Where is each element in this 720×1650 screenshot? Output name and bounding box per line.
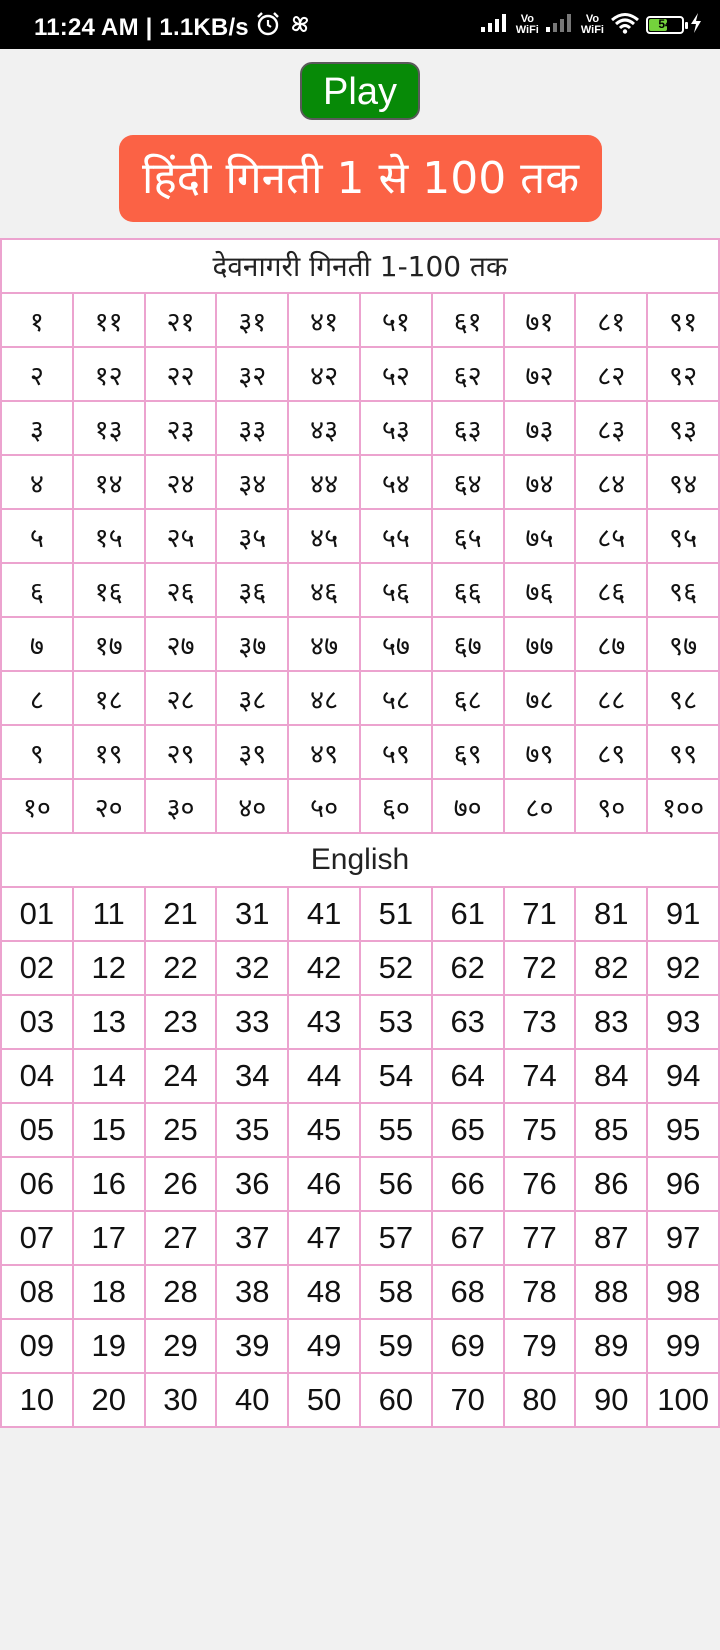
- english-number-cell: 15: [73, 1103, 145, 1157]
- english-number-cell: 23: [145, 995, 217, 1049]
- english-number-cell: 84: [575, 1049, 647, 1103]
- devanagari-number-cell: ३९: [216, 725, 288, 779]
- devanagari-number-cell: ४०: [216, 779, 288, 833]
- english-number-cell: 48: [288, 1265, 360, 1319]
- english-number-cell: 59: [360, 1319, 432, 1373]
- devanagari-number-cell: ५३: [360, 401, 432, 455]
- english-number-cell: 05: [1, 1103, 73, 1157]
- english-number-cell: 14: [73, 1049, 145, 1103]
- devanagari-number-row: [1, 617, 719, 671]
- devanagari-number-cell: ८६: [575, 563, 647, 617]
- english-number-cell: 47: [288, 1211, 360, 1265]
- english-number-cell: 26: [145, 1157, 217, 1211]
- devanagari-number-cell: ७७: [504, 617, 576, 671]
- english-number-cell: 70: [432, 1373, 504, 1427]
- english-number-cell: 82: [575, 941, 647, 995]
- english-number-cell: 19: [73, 1319, 145, 1373]
- devanagari-number-cell: २४: [145, 455, 217, 509]
- english-number-cell: 92: [647, 941, 719, 995]
- devanagari-number-cell: ५: [1, 509, 73, 563]
- status-left: [34, 11, 313, 44]
- devanagari-number-cell: ४८: [288, 671, 360, 725]
- devanagari-number-cell: ४१: [288, 293, 360, 347]
- devanagari-number-cell: २: [1, 347, 73, 401]
- devanagari-number-cell: ८८: [575, 671, 647, 725]
- english-number-cell: 30: [145, 1373, 217, 1427]
- devanagari-number-cell: ५८: [360, 671, 432, 725]
- english-number-cell: 56: [360, 1157, 432, 1211]
- devanagari-number-cell: ७९: [504, 725, 576, 779]
- english-number-cell: 74: [504, 1049, 576, 1103]
- english-number-cell: 28: [145, 1265, 217, 1319]
- charging-icon: [690, 13, 702, 38]
- devanagari-number-cell: ५६: [360, 563, 432, 617]
- english-number-cell: 36: [216, 1157, 288, 1211]
- english-number-cell: 69: [432, 1319, 504, 1373]
- english-number-cell: 29: [145, 1319, 217, 1373]
- signal-icon: [480, 13, 510, 38]
- devanagari-number-cell: ४२: [288, 347, 360, 401]
- devanagari-number-cell: २७: [145, 617, 217, 671]
- devanagari-number-cell: ८०: [504, 779, 576, 833]
- english-number-cell: 42: [288, 941, 360, 995]
- devanagari-number-cell: ६६: [432, 563, 504, 617]
- english-number-cell: 49: [288, 1319, 360, 1373]
- english-number-cell: 73: [504, 995, 576, 1049]
- devanagari-number-cell: २२: [145, 347, 217, 401]
- english-number-row: [1, 1049, 719, 1103]
- english-number-cell: 89: [575, 1319, 647, 1373]
- devanagari-number-cell: ८३: [575, 401, 647, 455]
- english-number-cell: 60: [360, 1373, 432, 1427]
- devanagari-header-row: [1, 239, 719, 293]
- english-number-cell: 57: [360, 1211, 432, 1265]
- devanagari-number-cell: ९१: [647, 293, 719, 347]
- english-header: English: [1, 833, 719, 887]
- status-time-speed: 11:24 AM | 1.1KB/s: [34, 13, 249, 41]
- devanagari-number-cell: ६२: [432, 347, 504, 401]
- english-number-row: [1, 995, 719, 1049]
- devanagari-number-cell: १७: [73, 617, 145, 671]
- english-number-cell: 10: [1, 1373, 73, 1427]
- devanagari-number-cell: ४५: [288, 509, 360, 563]
- english-number-cell: 98: [647, 1265, 719, 1319]
- english-number-cell: 06: [1, 1157, 73, 1211]
- english-number-cell: 39: [216, 1319, 288, 1373]
- devanagari-number-cell: १९: [73, 725, 145, 779]
- english-number-cell: 44: [288, 1049, 360, 1103]
- english-number-cell: 93: [647, 995, 719, 1049]
- english-number-cell: 53: [360, 995, 432, 1049]
- status-bar: [0, 0, 720, 49]
- devanagari-number-row: [1, 671, 719, 725]
- alarm-icon: [255, 11, 281, 44]
- english-number-cell: 03: [1, 995, 73, 1049]
- devanagari-number-cell: ३०: [145, 779, 217, 833]
- english-number-cell: 24: [145, 1049, 217, 1103]
- english-number-cell: 13: [73, 995, 145, 1049]
- english-number-cell: 86: [575, 1157, 647, 1211]
- english-number-cell: 37: [216, 1211, 288, 1265]
- devanagari-number-cell: ३२: [216, 347, 288, 401]
- devanagari-number-cell: ७५: [504, 509, 576, 563]
- vowifi-badge-2: [581, 14, 604, 36]
- devanagari-number-cell: २६: [145, 563, 217, 617]
- english-number-cell: 67: [432, 1211, 504, 1265]
- english-number-cell: 12: [73, 941, 145, 995]
- devanagari-number-row: [1, 563, 719, 617]
- devanagari-number-cell: ७६: [504, 563, 576, 617]
- devanagari-number-cell: ७२: [504, 347, 576, 401]
- english-number-cell: 04: [1, 1049, 73, 1103]
- devanagari-number-cell: ९९: [647, 725, 719, 779]
- english-number-row: [1, 1157, 719, 1211]
- devanagari-number-cell: ९५: [647, 509, 719, 563]
- english-number-cell: 83: [575, 995, 647, 1049]
- devanagari-number-cell: ६: [1, 563, 73, 617]
- english-number-cell: 46: [288, 1157, 360, 1211]
- devanagari-number-cell: १२: [73, 347, 145, 401]
- english-number-row: [1, 1265, 719, 1319]
- devanagari-number-row: [1, 293, 719, 347]
- english-number-cell: 66: [432, 1157, 504, 1211]
- english-number-row: [1, 941, 719, 995]
- vowifi-1-bottom: WiFi: [515, 24, 539, 36]
- english-number-cell: 34: [216, 1049, 288, 1103]
- english-number-cell: 88: [575, 1265, 647, 1319]
- counting-table: [0, 238, 720, 1428]
- english-number-cell: 41: [288, 887, 360, 941]
- devanagari-number-cell: २९: [145, 725, 217, 779]
- devanagari-number-cell: २८: [145, 671, 217, 725]
- status-right: [480, 11, 702, 39]
- devanagari-number-cell: ४६: [288, 563, 360, 617]
- devanagari-number-cell: ५४: [360, 455, 432, 509]
- devanagari-number-cell: ९०: [575, 779, 647, 833]
- devanagari-number-cell: ८५: [575, 509, 647, 563]
- english-number-cell: 17: [73, 1211, 145, 1265]
- devanagari-number-cell: ९३: [647, 401, 719, 455]
- vowifi-1-top: Vo: [520, 13, 534, 25]
- english-number-cell: 09: [1, 1319, 73, 1373]
- devanagari-number-cell: ५१: [360, 293, 432, 347]
- devanagari-number-cell: ६१: [432, 293, 504, 347]
- devanagari-number-cell: ८२: [575, 347, 647, 401]
- devanagari-number-cell: १: [1, 293, 73, 347]
- devanagari-number-cell: ८९: [575, 725, 647, 779]
- english-number-cell: 99: [647, 1319, 719, 1373]
- devanagari-number-cell: ६७: [432, 617, 504, 671]
- devanagari-number-cell: ९६: [647, 563, 719, 617]
- english-number-cell: 77: [504, 1211, 576, 1265]
- english-number-cell: 81: [575, 887, 647, 941]
- english-number-cell: 27: [145, 1211, 217, 1265]
- devanagari-number-cell: ३७: [216, 617, 288, 671]
- english-number-cell: 85: [575, 1103, 647, 1157]
- devanagari-number-cell: ९२: [647, 347, 719, 401]
- english-number-cell: 01: [1, 887, 73, 941]
- devanagari-number-cell: ३६: [216, 563, 288, 617]
- signal-weak-icon: [545, 13, 575, 38]
- english-number-cell: 38: [216, 1265, 288, 1319]
- devanagari-number-cell: ८४: [575, 455, 647, 509]
- english-number-cell: 75: [504, 1103, 576, 1157]
- english-number-row: [1, 1373, 719, 1427]
- play-button[interactable]: Play: [300, 62, 420, 120]
- english-number-cell: 18: [73, 1265, 145, 1319]
- english-number-cell: 21: [145, 887, 217, 941]
- devanagari-number-cell: १३: [73, 401, 145, 455]
- devanagari-number-cell: ७८: [504, 671, 576, 725]
- devanagari-number-cell: ९८: [647, 671, 719, 725]
- english-number-cell: 22: [145, 941, 217, 995]
- english-number-cell: 96: [647, 1157, 719, 1211]
- devanagari-number-cell: १४: [73, 455, 145, 509]
- english-number-cell: 58: [360, 1265, 432, 1319]
- english-number-cell: 11: [73, 887, 145, 941]
- devanagari-number-cell: ४३: [288, 401, 360, 455]
- devanagari-number-cell: २३: [145, 401, 217, 455]
- devanagari-number-cell: ५५: [360, 509, 432, 563]
- english-number-cell: 32: [216, 941, 288, 995]
- english-number-cell: 90: [575, 1373, 647, 1427]
- devanagari-number-cell: ३५: [216, 509, 288, 563]
- english-number-cell: 25: [145, 1103, 217, 1157]
- english-number-cell: 54: [360, 1049, 432, 1103]
- devanagari-number-row: [1, 455, 719, 509]
- english-number-cell: 43: [288, 995, 360, 1049]
- title-banner: हिंदी गिनती 1 से 100 तक: [119, 135, 602, 222]
- devanagari-number-cell: ५७: [360, 617, 432, 671]
- devanagari-number-row: [1, 347, 719, 401]
- devanagari-number-row: [1, 725, 719, 779]
- english-number-cell: 72: [504, 941, 576, 995]
- devanagari-number-cell: ३३: [216, 401, 288, 455]
- devanagari-number-cell: १६: [73, 563, 145, 617]
- english-number-cell: 35: [216, 1103, 288, 1157]
- english-number-cell: 50: [288, 1373, 360, 1427]
- devanagari-number-cell: ३१: [216, 293, 288, 347]
- devanagari-number-cell: ३४: [216, 455, 288, 509]
- devanagari-number-cell: ६३: [432, 401, 504, 455]
- devanagari-header: देवनागरी गिनती 1-100 तक: [1, 239, 719, 293]
- vowifi-badge-1: [516, 14, 539, 36]
- english-number-cell: 91: [647, 887, 719, 941]
- devanagari-number-cell: ५२: [360, 347, 432, 401]
- english-number-cell: 64: [432, 1049, 504, 1103]
- english-number-cell: 55: [360, 1103, 432, 1157]
- english-number-cell: 80: [504, 1373, 576, 1427]
- english-number-cell: 62: [432, 941, 504, 995]
- battery-icon: [646, 16, 684, 34]
- devanagari-number-cell: २५: [145, 509, 217, 563]
- battery-level: 54: [658, 17, 672, 31]
- devanagari-number-cell: ४४: [288, 455, 360, 509]
- english-number-row: [1, 1319, 719, 1373]
- devanagari-number-cell: ६४: [432, 455, 504, 509]
- vowifi-2-bottom: WiFi: [580, 24, 604, 36]
- pinwheel-icon: [287, 11, 313, 44]
- vowifi-2-top: Vo: [585, 13, 600, 25]
- english-number-cell: 61: [432, 887, 504, 941]
- devanagari-number-cell: २१: [145, 293, 217, 347]
- devanagari-number-cell: ६५: [432, 509, 504, 563]
- english-number-cell: 31: [216, 887, 288, 941]
- devanagari-number-cell: ९४: [647, 455, 719, 509]
- devanagari-number-cell: ७: [1, 617, 73, 671]
- english-number-row: [1, 1103, 719, 1157]
- english-number-cell: 100: [647, 1373, 719, 1427]
- english-number-cell: 76: [504, 1157, 576, 1211]
- devanagari-number-cell: २०: [73, 779, 145, 833]
- devanagari-number-cell: १०: [1, 779, 73, 833]
- english-number-cell: 97: [647, 1211, 719, 1265]
- english-number-cell: 33: [216, 995, 288, 1049]
- devanagari-number-cell: ९: [1, 725, 73, 779]
- devanagari-number-row: [1, 779, 719, 833]
- english-number-row: [1, 887, 719, 941]
- counting-table-body: [1, 239, 719, 1427]
- devanagari-number-cell: ११: [73, 293, 145, 347]
- english-number-cell: 40: [216, 1373, 288, 1427]
- devanagari-number-cell: ८७: [575, 617, 647, 671]
- devanagari-number-cell: ४: [1, 455, 73, 509]
- devanagari-number-cell: ५९: [360, 725, 432, 779]
- devanagari-number-cell: ६०: [360, 779, 432, 833]
- devanagari-number-cell: ६९: [432, 725, 504, 779]
- english-number-cell: 02: [1, 941, 73, 995]
- devanagari-number-cell: ७३: [504, 401, 576, 455]
- devanagari-number-cell: ३: [1, 401, 73, 455]
- devanagari-number-cell: ७०: [432, 779, 504, 833]
- devanagari-number-cell: ९७: [647, 617, 719, 671]
- wifi-icon: [610, 12, 640, 39]
- english-header-row: [1, 833, 719, 887]
- english-number-cell: 63: [432, 995, 504, 1049]
- english-number-cell: 65: [432, 1103, 504, 1157]
- devanagari-number-row: [1, 509, 719, 563]
- english-number-cell: 87: [575, 1211, 647, 1265]
- devanagari-number-cell: ४९: [288, 725, 360, 779]
- devanagari-number-cell: ८: [1, 671, 73, 725]
- english-number-cell: 71: [504, 887, 576, 941]
- devanagari-number-row: [1, 401, 719, 455]
- devanagari-number-cell: ६८: [432, 671, 504, 725]
- english-number-cell: 94: [647, 1049, 719, 1103]
- english-number-cell: 68: [432, 1265, 504, 1319]
- english-number-cell: 79: [504, 1319, 576, 1373]
- english-number-cell: 95: [647, 1103, 719, 1157]
- english-number-cell: 20: [73, 1373, 145, 1427]
- devanagari-number-cell: १५: [73, 509, 145, 563]
- english-number-cell: 07: [1, 1211, 73, 1265]
- english-number-cell: 45: [288, 1103, 360, 1157]
- devanagari-number-cell: ४७: [288, 617, 360, 671]
- english-number-cell: 51: [360, 887, 432, 941]
- english-number-cell: 78: [504, 1265, 576, 1319]
- english-number-row: [1, 1211, 719, 1265]
- devanagari-number-cell: ३८: [216, 671, 288, 725]
- english-number-cell: 08: [1, 1265, 73, 1319]
- english-number-cell: 16: [73, 1157, 145, 1211]
- devanagari-number-cell: ७१: [504, 293, 576, 347]
- devanagari-number-cell: १८: [73, 671, 145, 725]
- devanagari-number-cell: ८१: [575, 293, 647, 347]
- devanagari-number-cell: ७४: [504, 455, 576, 509]
- english-number-cell: 52: [360, 941, 432, 995]
- devanagari-number-cell: १००: [647, 779, 719, 833]
- devanagari-number-cell: ५०: [288, 779, 360, 833]
